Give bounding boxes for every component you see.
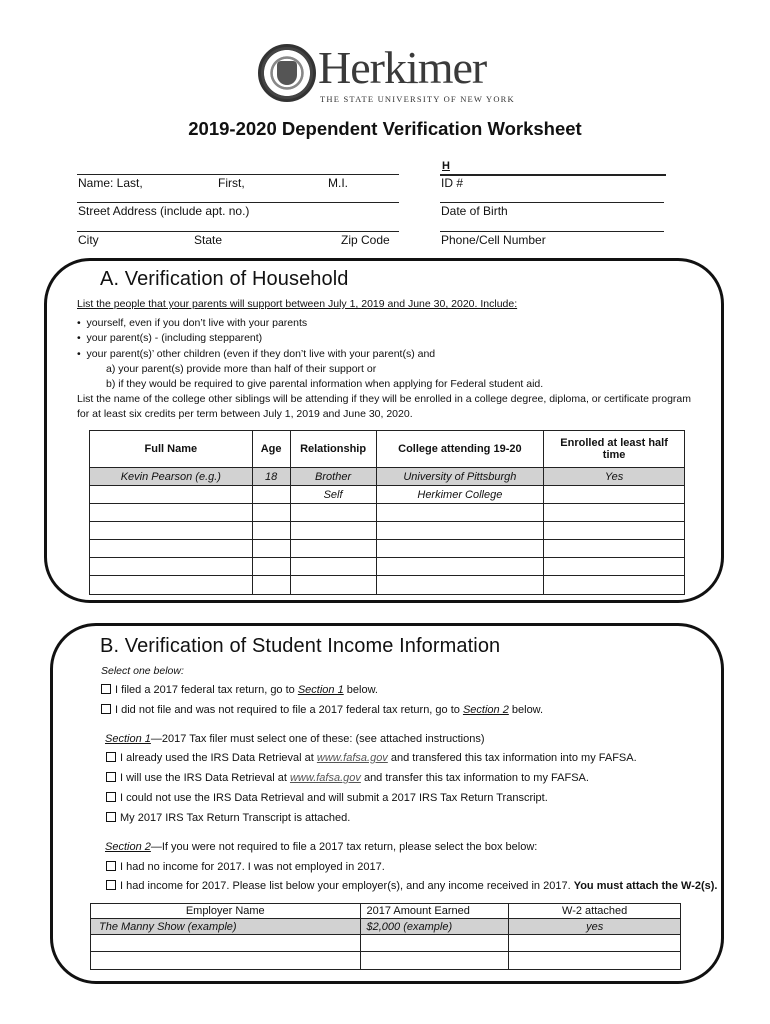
option-no-income[interactable]: I had no income for 2017. I was not employed in 2017. <box>106 860 385 874</box>
table-row <box>90 504 685 522</box>
table-cell[interactable] <box>90 540 253 558</box>
id-field-line[interactable] <box>440 174 666 176</box>
herkimer-logo <box>258 44 518 108</box>
table-row <box>90 522 685 540</box>
table-cell: Brother <box>290 468 376 486</box>
table-cell[interactable] <box>90 522 253 540</box>
income-table <box>90 903 681 970</box>
option-did-not-file[interactable]: I did not file and was not required to file a 2017 federal tax return, go to Section 2 below. <box>101 703 543 717</box>
section-1-link[interactable]: Section 1 <box>297 684 344 696</box>
table-cell[interactable] <box>544 540 685 558</box>
bullet-item: • your parent(s)’ other children (even if they don’t live with your parent(s) and <box>77 348 436 360</box>
table-cell[interactable] <box>376 522 544 540</box>
zip-label: Zip Code <box>341 233 390 247</box>
table-cell[interactable] <box>90 558 253 576</box>
option-will-use-drt[interactable]: I will use the IRS Data Retrieval at www.fafsa.gov and transfer this tax information to my FAFSA. <box>106 771 589 785</box>
table-row <box>90 576 685 595</box>
name-first-label: First, <box>218 176 245 190</box>
table-row-example <box>91 919 681 935</box>
id-prefix: H <box>442 160 450 172</box>
city-label: City <box>78 233 99 247</box>
household-table <box>89 430 685 595</box>
city-field-line[interactable] <box>77 231 399 232</box>
checkbox[interactable] <box>106 772 116 782</box>
checkbox[interactable] <box>101 704 111 714</box>
section-a-note: List the name of the college other siblings will be attending if they will be enrolled in a college degree, diploma, or certificate program <box>77 393 692 405</box>
phone-field-line[interactable] <box>440 231 664 232</box>
column-header: Enrolled at least half time <box>544 431 685 468</box>
column-header: Full Name <box>90 431 253 468</box>
column-header: Age <box>252 431 290 468</box>
table-row-example <box>90 468 685 486</box>
street-label: Street Address (include apt. no.) <box>78 204 250 218</box>
fafsa-link[interactable]: www.fafsa.gov <box>289 772 361 784</box>
option-had-income[interactable]: I had income for 2017. Please list below your employer(s), and any income received in 2017. You must attach the W-2(s). <box>106 879 718 893</box>
column-header: Employer Name <box>91 904 361 919</box>
table-cell: The Manny Show (example) <box>91 919 361 935</box>
table-cell[interactable] <box>290 540 376 558</box>
table-cell[interactable] <box>544 504 685 522</box>
table-cell[interactable] <box>290 522 376 540</box>
checkbox[interactable] <box>106 792 116 802</box>
option-filed-return[interactable]: I filed a 2017 federal tax return, go to Section 1 below. <box>101 683 378 697</box>
select-prompt: Select one below: <box>101 665 184 677</box>
bullet-item: • your parent(s) - (including stepparent) <box>77 332 263 344</box>
column-header: Relationship <box>290 431 376 468</box>
option-transcript-attached[interactable]: My 2017 IRS Tax Return Transcript is attached. <box>106 811 350 825</box>
dob-label: Date of Birth <box>441 204 508 218</box>
section-2-link[interactable]: Section 2 <box>462 704 509 716</box>
table-cell[interactable] <box>376 504 544 522</box>
table-cell[interactable] <box>360 935 509 952</box>
checkbox[interactable] <box>106 861 116 871</box>
table-cell[interactable] <box>509 935 681 952</box>
table-cell[interactable] <box>252 522 290 540</box>
table-cell[interactable] <box>252 576 290 595</box>
id-label: ID # <box>441 176 464 190</box>
name-field-line[interactable] <box>77 174 399 175</box>
table-cell[interactable] <box>290 576 376 595</box>
sub-item: b) if they would be required to give parental information when applying for Federal student aid. <box>106 378 544 390</box>
state-label: State <box>194 233 223 247</box>
table-cell[interactable] <box>544 486 685 504</box>
dob-field-line[interactable] <box>440 202 664 203</box>
column-header: W-2 attached <box>509 904 681 919</box>
table-cell[interactable] <box>290 558 376 576</box>
college-seal-icon <box>258 44 316 102</box>
table-cell[interactable] <box>376 576 544 595</box>
column-header: College attending 19-20 <box>376 431 544 468</box>
bullet-icon: • <box>77 348 87 360</box>
column-header: 2017 Amount Earned <box>360 904 509 919</box>
table-cell: Self <box>290 486 376 504</box>
bullet-item: • yourself, even if you don’t live with your parents <box>77 317 308 329</box>
table-cell[interactable] <box>290 504 376 522</box>
table-header-row <box>90 431 685 468</box>
table-cell: $2,000 (example) <box>360 919 509 935</box>
table-cell[interactable] <box>360 952 509 970</box>
phone-label: Phone/Cell Number <box>441 233 546 247</box>
option-could-not-use-drt[interactable]: I could not use the IRS Data Retrieval and will submit a 2017 IRS Tax Return Transcript. <box>106 791 548 805</box>
page-title: 2019-2020 Dependent Verification Worksheet <box>188 118 582 139</box>
checkbox[interactable] <box>106 812 116 822</box>
logo-wordmark: Herkimer <box>318 42 487 93</box>
option-already-used-drt[interactable]: I already used the IRS Data Retrieval at www.fafsa.gov and transfered this tax information into my FAFSA. <box>106 751 637 765</box>
section-a-note: for at least six credits per term between July 1, 2019 and June 30, 2020. <box>77 408 413 420</box>
table-header-row <box>91 904 681 919</box>
section-2-heading: Section 2—If you were not required to file a 2017 tax return, please select the box below: <box>105 841 538 853</box>
sub-item: a) your parent(s) provide more than half of their support or <box>106 363 377 375</box>
section-1-heading: Section 1—2017 Tax filer must select one of these: (see attached instructions) <box>105 733 485 745</box>
section-a-intro: List the people that your parents will support between July 1, 2019 and June 30, 2020. Include: <box>77 298 518 310</box>
table-cell: 18 <box>252 468 290 486</box>
table-row <box>90 558 685 576</box>
name-last-label: Name: Last, <box>78 176 143 190</box>
table-cell[interactable] <box>252 504 290 522</box>
table-cell[interactable] <box>91 935 361 952</box>
table-cell[interactable] <box>544 558 685 576</box>
table-cell[interactable] <box>376 558 544 576</box>
table-cell: yes <box>509 919 681 935</box>
bullet-icon: • <box>77 317 87 329</box>
checkbox[interactable] <box>106 880 116 890</box>
fafsa-link[interactable]: www.fafsa.gov <box>316 752 388 764</box>
table-row <box>91 952 681 970</box>
table-row <box>90 486 685 504</box>
table-cell[interactable] <box>252 558 290 576</box>
table-cell: Yes <box>544 468 685 486</box>
table-cell[interactable] <box>376 540 544 558</box>
table-cell[interactable] <box>509 952 681 970</box>
table-cell: Herkimer College <box>376 486 544 504</box>
table-row <box>90 540 685 558</box>
table-cell[interactable] <box>544 522 685 540</box>
table-cell[interactable] <box>90 486 253 504</box>
table-cell[interactable] <box>90 504 253 522</box>
name-mi-label: M.I. <box>328 176 348 190</box>
table-cell[interactable] <box>90 576 253 595</box>
checkbox[interactable] <box>106 752 116 762</box>
table-cell: Kevin Pearson (e.g.) <box>90 468 253 486</box>
table-cell[interactable] <box>91 952 361 970</box>
table-cell: University of Pittsburgh <box>376 468 544 486</box>
logo-tagline: THE STATE UNIVERSITY OF NEW YORK <box>320 94 515 104</box>
table-cell[interactable] <box>544 576 685 595</box>
table-cell[interactable] <box>252 540 290 558</box>
checkbox[interactable] <box>101 684 111 694</box>
street-field-line[interactable] <box>77 202 399 203</box>
section-b-title: B. Verification of Student Income Information <box>100 635 501 657</box>
table-cell[interactable] <box>252 486 290 504</box>
section-a-title: A. Verification of Household <box>100 268 349 290</box>
table-row <box>91 935 681 952</box>
bullet-icon: • <box>77 332 87 344</box>
